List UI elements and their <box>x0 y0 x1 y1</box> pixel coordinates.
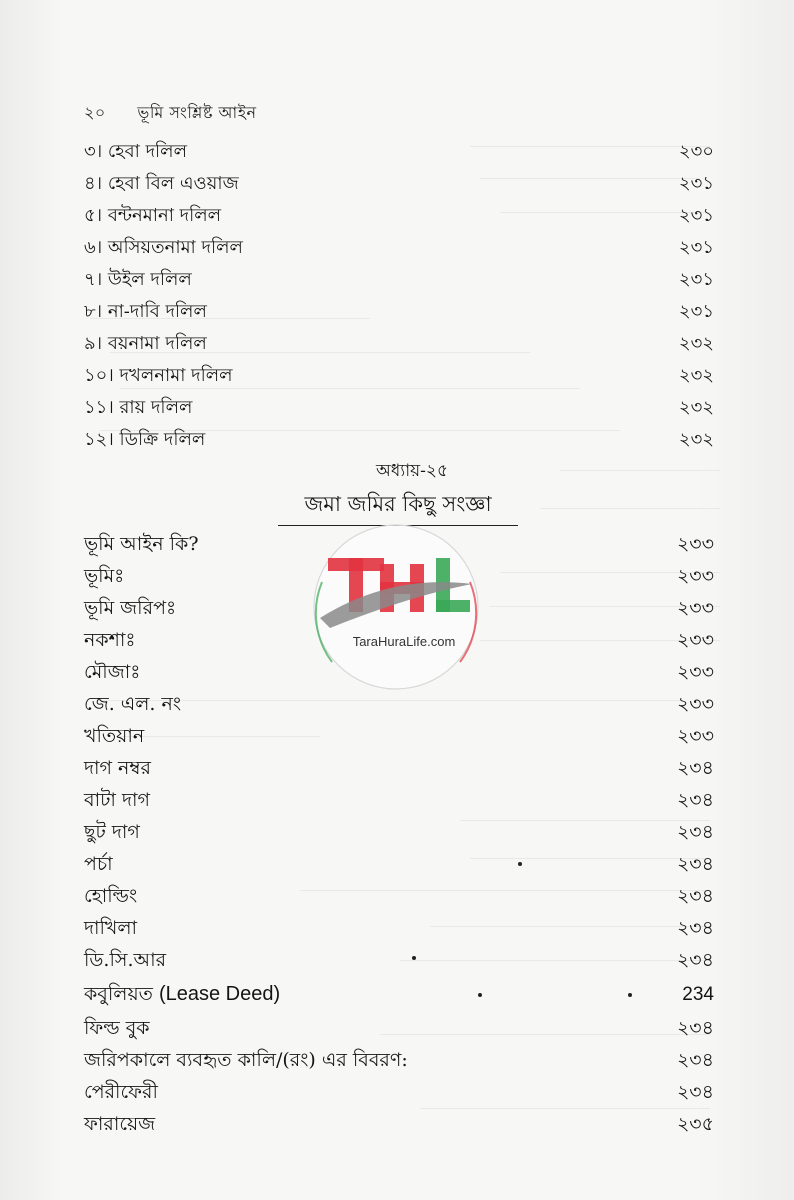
toc-row <box>84 233 714 263</box>
chapter-number: অধ্যায়-২৫ <box>376 461 448 481</box>
toc-entry-label: জরিপকালে ব্যবহৃত কালি/(রং) এর বিবরণ: <box>84 1049 408 1071</box>
toc-entry-page: ২৩১ <box>678 173 714 194</box>
toc-row <box>84 1014 714 1044</box>
toc-row <box>84 786 714 816</box>
toc-entry-page: ২৩৩ <box>676 693 714 715</box>
toc-row <box>84 265 714 295</box>
toc-row <box>84 425 714 455</box>
toc-entry-label: দাখিলা <box>84 917 138 939</box>
watermark-site: TaraHuraLife.com <box>352 634 456 649</box>
toc-entry-label: ১০। দখলনামা দলিল <box>84 365 233 386</box>
toc-entry-page: ২৩৪ <box>676 821 714 843</box>
toc-row <box>84 850 714 880</box>
toc-entry-label: পেরীফেরী <box>84 1081 158 1103</box>
toc-entry-label <box>84 980 280 1012</box>
toc-entry-page: ২৩১ <box>678 301 714 322</box>
toc-entry-page: ২৩৩ <box>676 725 714 747</box>
toc-row <box>84 1110 714 1140</box>
toc-entry-page: ২৩৪ <box>676 917 714 939</box>
stray-mark <box>412 956 416 960</box>
stray-mark <box>628 993 632 997</box>
toc-entry-label: মৌজাঃ <box>84 661 141 683</box>
toc-entry-page: ২৩৪ <box>676 853 714 875</box>
toc-entry-label: ভূমি আইন কি? <box>84 533 199 555</box>
toc-row <box>84 137 714 167</box>
toc-entry-page: ২৩১ <box>678 269 714 290</box>
toc-entry-label-en: (Lease Deed) <box>158 983 281 1005</box>
toc-row <box>84 361 714 391</box>
toc-row <box>84 393 714 423</box>
toc-row <box>84 1046 714 1076</box>
toc-row <box>84 690 714 720</box>
header-page-number: ২০ <box>84 103 106 122</box>
toc-row <box>84 329 714 359</box>
toc-row <box>84 754 714 784</box>
toc-entry-label: ৯। বয়নামা দলিল <box>84 333 207 354</box>
watermark-logo <box>300 522 492 692</box>
toc-entry-page: ২৩৪ <box>676 789 714 811</box>
toc-entry-label: খতিয়ান <box>84 725 145 747</box>
toc-row <box>84 722 714 752</box>
toc-entry-page: ২৩৪ <box>676 757 714 779</box>
toc-entry-label: ফারায়েজ <box>84 1113 156 1135</box>
toc-entry-page: ২৩২ <box>678 333 714 354</box>
toc-entry-page: ২৩৪ <box>676 885 714 907</box>
stray-mark <box>478 993 482 997</box>
toc-entry-label-bn: কবুলিয়ত <box>84 983 153 1005</box>
toc-entry-label: নকশাঃ <box>84 629 136 651</box>
toc-entry-label: ১২। ডিক্রি দলিল <box>84 429 206 450</box>
toc-entry-label: পর্চা <box>84 853 113 875</box>
toc-entry-page: ২৩৪ <box>676 949 714 971</box>
toc-entry-label: ফিল্ড বুক <box>84 1017 150 1039</box>
toc-entry-label: ডি.সি.আর <box>84 949 167 971</box>
toc-entry-page: ২৩১ <box>678 205 714 226</box>
toc-entry-page: ২৩৫ <box>676 1113 714 1135</box>
toc-entry-label: ৪। হেবা বিল এওয়াজ <box>84 173 239 194</box>
toc-row <box>84 946 714 976</box>
toc-row <box>84 201 714 231</box>
stray-mark <box>518 862 522 866</box>
toc-entry-page: ২৩০ <box>678 141 714 162</box>
toc-entry-label: বাটা দাগ <box>84 789 150 811</box>
toc-row <box>84 169 714 199</box>
toc-entry-page: ২৩২ <box>678 397 714 418</box>
toc-entry-label: ৩। হেবা দলিল <box>84 141 188 162</box>
toc-entry-page: ২৩৩ <box>676 629 714 651</box>
toc-entry-page: ২৩৪ <box>676 1081 714 1103</box>
toc-row <box>84 297 714 327</box>
toc-entry-page: ২৩৩ <box>676 533 714 555</box>
toc-entry-label: দাগ নম্বর <box>84 757 151 779</box>
toc-row <box>84 882 714 912</box>
header-book-title: ভূমি সংশ্লিষ্ট আইন <box>137 103 257 122</box>
toc-row <box>84 818 714 848</box>
toc-entry-label: ৫। বন্টনমানা দলিল <box>84 205 222 226</box>
toc-entry-page: ২৩৪ <box>676 1017 714 1039</box>
toc-entry-label: ভূমি জরিপঃ <box>84 597 177 619</box>
toc-entry-page: ২৩৩ <box>676 565 714 587</box>
toc-entry-label: ৭। উইল দলিল <box>84 269 192 290</box>
toc-entry-page: ২৩২ <box>678 429 714 450</box>
toc-entry-label: ভূমিঃ <box>84 565 125 587</box>
toc-row <box>84 914 714 944</box>
toc-entry-page: ২৩৪ <box>676 1049 714 1071</box>
toc-entry-page: ২৩১ <box>678 237 714 258</box>
toc-entry-label: ৮। না-দাবি দলিল <box>84 301 207 322</box>
toc-entry-label: ছুট দাগ <box>84 821 140 843</box>
toc-row <box>84 1078 714 1108</box>
toc-row <box>84 980 714 1010</box>
toc-entry-label: জে. এল. নং <box>84 693 181 715</box>
toc-entry-label: ১১। রায় দলিল <box>84 397 193 418</box>
chapter-title: জমা জমির কিছু সংজ্ঞা <box>278 488 518 526</box>
toc-entry-label: হোল্ডিং <box>84 885 138 907</box>
running-header <box>84 100 257 127</box>
toc-entry-page: ২৩৩ <box>676 661 714 683</box>
toc-entry-label: ৬। অসিয়তনামা দলিল <box>84 237 243 258</box>
toc-entry-page: 234 <box>682 984 714 1005</box>
toc-entry-page: ২৩২ <box>678 365 714 386</box>
toc-entry-page: ২৩৩ <box>676 597 714 619</box>
